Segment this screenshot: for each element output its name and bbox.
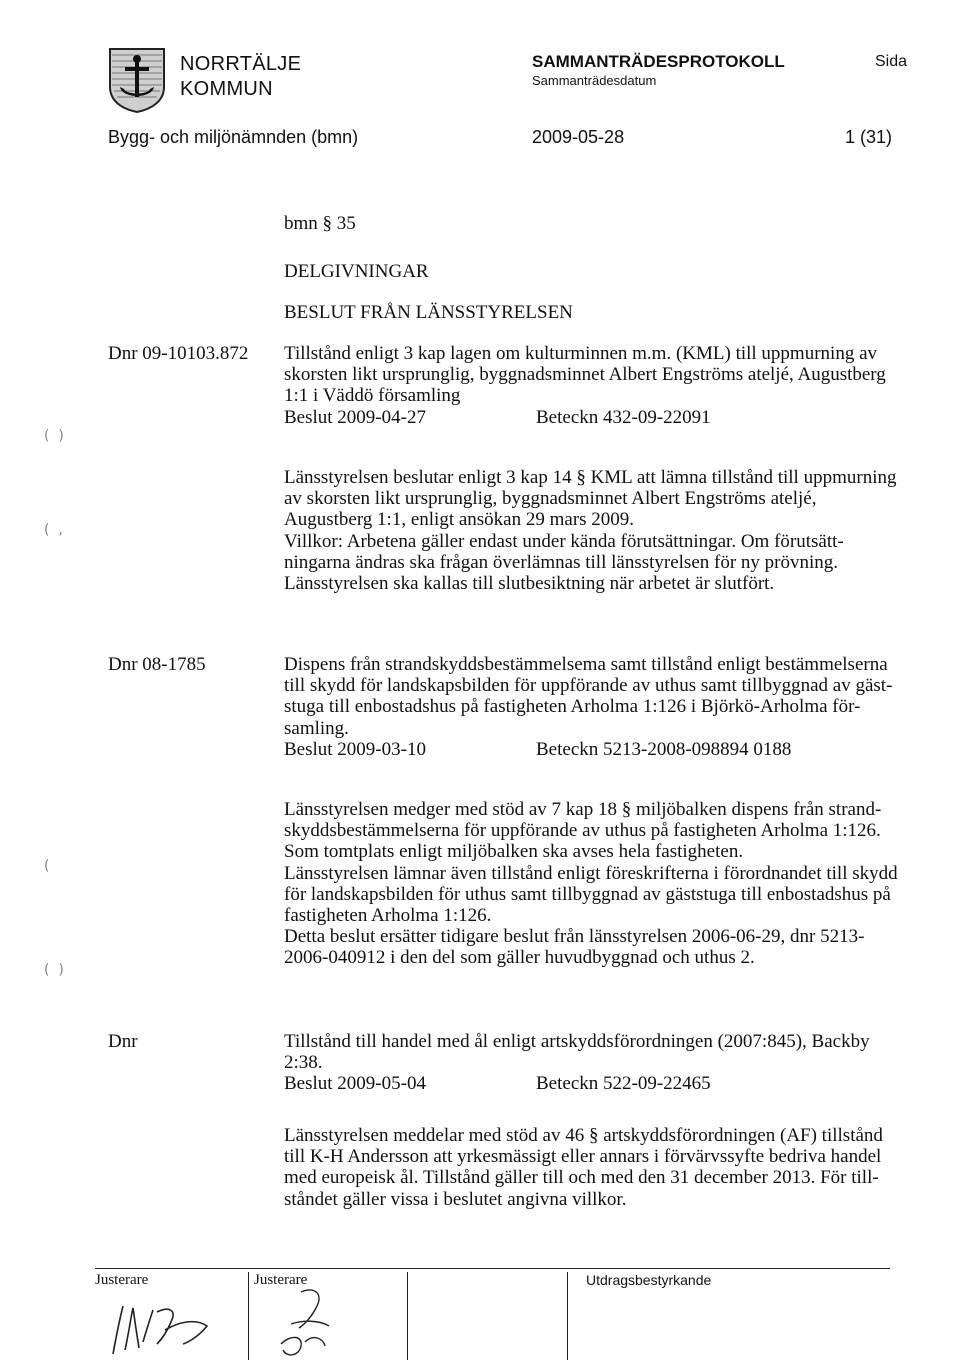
section-subtitle: BESLUT FRÅN LÄNSSTYRELSEN [284, 302, 573, 323]
item-title-line: Dispens från strandskyddsbestämmelsema samt tillstånd enligt bestämmelserna [284, 654, 888, 675]
item-body-line: av skorsten likt ursprunglig, byggnadsminnet Albert Engströms ateljé, [284, 488, 817, 510]
kommun-logo [108, 47, 166, 113]
margin-mark: ( [44, 858, 50, 874]
item-body-line: 2006-040912 i den del som gäller huvudbyggnad och uthus 2. [284, 947, 755, 969]
org-name-line2: KOMMUN [180, 78, 273, 100]
org-name [180, 52, 301, 102]
item-title-line: skorsten likt ursprunglig, byggnadsminnet Albert Engströms ateljé, Augustberg [284, 364, 886, 386]
item-title-line: Tillstånd enligt 3 kap lagen om kulturminnen m.m. (KML) till uppmurning av [284, 343, 877, 364]
item-body-line: Som tomtplats enligt miljöbalken ska avses hela fastigheten. [284, 841, 744, 863]
beslut-date: Beslut 2009-04-27 [284, 406, 426, 428]
item-body-line: ningarna ändras ska frågan överlämnas till länsstyrelsen för ny prövning. [284, 551, 839, 573]
item-heading [284, 1031, 924, 1095]
justerare-label-1: Justerare [95, 1272, 149, 1288]
footer-divider [95, 1268, 890, 1269]
item-title-line: 2:38. [284, 1052, 323, 1074]
committee-name: Bygg- och miljönämnden (bmn) [108, 127, 359, 147]
footer-separator [567, 1272, 568, 1360]
item-title-line: 1:1 i Väddö församling [284, 385, 461, 407]
signature-2 [261, 1284, 381, 1360]
item-body-line: Länsstyrelsen ska kallas till slutbesiktning när arbetet är slutfört. [284, 573, 775, 595]
margin-mark: ( , [44, 522, 63, 538]
org-name-line1: NORRTÄLJE [180, 53, 302, 75]
meeting-date: 2009-05-28 [532, 127, 625, 147]
footer-separator [407, 1272, 408, 1360]
beteckn: Beteckn 432-09-22091 [536, 406, 711, 428]
paragraph-number: bmn § 35 [284, 213, 356, 234]
sida-label: Sida [875, 53, 908, 70]
item-heading [284, 343, 924, 428]
page-number: 1 (31) [845, 127, 893, 147]
beteckn: Beteckn 5213-2008-098894 0188 [536, 738, 792, 760]
item-title-line: till skydd för landskapsbilden för uppförande av uthus samt tillbyggnad av gäst- [284, 675, 893, 697]
item-title-line: samling. [284, 717, 349, 739]
item-body-line: Länsstyrelsen lämnar även tillstånd enligt föreskrifterna i förordnandet till skydd [284, 862, 898, 884]
footer-separator [248, 1272, 249, 1360]
item-body-line: Länsstyrelsen meddelar med stöd av 46 § artskyddsförordningen (AF) tillstånd [284, 1125, 883, 1146]
beslut-date: Beslut 2009-05-04 [284, 1073, 426, 1095]
document-title: SAMMANTRÄDESPROTOKOLL [532, 52, 785, 71]
item-body-line: Augustberg 1:1, enligt ansökan 29 mars 2009. [284, 509, 635, 531]
item-dnr: Dnr [108, 1031, 138, 1052]
item-heading [284, 654, 924, 760]
signature-1 [99, 1292, 239, 1360]
signature-footer [95, 1262, 890, 1362]
item-title-line: stuga till enbostadshus på fastigheten Arholma 1:126 i Björkö-Arholma för- [284, 696, 861, 718]
item-body [284, 799, 924, 969]
margin-mark: ( ) [44, 428, 64, 444]
item-body-line: Länsstyrelsen medger med stöd av 7 kap 18 § miljöbalken dispens från strand- [284, 799, 882, 820]
item-body-line: till K-H Andersson att yrkesmässigt eller annars i förvärvssyfte bedriva handel [284, 1146, 882, 1168]
item-body-line: Länsstyrelsen beslutar enligt 3 kap 14 § KML att lämna tillstånd till uppmurning [284, 467, 897, 488]
margin-mark: ( ) [44, 962, 64, 978]
item-body-line: Villkor: Arbetena gäller endast under kända förutsättningar. Om förutsätt- [284, 530, 844, 552]
item-body-line: skyddsbestämmelserna för uppförande av uthus på fastigheten Arholma 1:126. [284, 820, 881, 842]
section-title: DELGIVNINGAR [284, 261, 429, 282]
justerare-label-2: Justerare [254, 1272, 308, 1288]
utdragsbestyrkande-label: Utdragsbestyrkande [586, 1272, 712, 1288]
item-body [284, 1125, 924, 1210]
item-dnr: Dnr 09-10103.872 [108, 343, 249, 364]
item-body-line: för landskapsbilden för uthus samt tillbyggnad av gäststuga till enbostadshus på [284, 883, 891, 905]
item-body-line: med europeisk ål. Tillstånd gäller till och med den 31 december 2013. För till- [284, 1167, 879, 1189]
item-title-line: Tillstånd till handel med ål enligt artskyddsförordningen (2007:845), Backby [284, 1031, 870, 1052]
item-body-line: ståndet gäller vissa i beslutet angivna villkor. [284, 1188, 627, 1210]
beteckn: Beteckn 522-09-22465 [536, 1073, 711, 1095]
item-dnr: Dnr 08-1785 [108, 654, 206, 675]
document-subtitle: Sammanträdesdatum [532, 73, 657, 88]
beslut-date: Beslut 2009-03-10 [284, 738, 426, 760]
item-body-line: fastigheten Arholma 1:126. [284, 905, 492, 927]
item-body-line: Detta beslut ersätter tidigare beslut från länsstyrelsen 2006-06-29, dnr 5213- [284, 926, 865, 948]
item-body [284, 467, 924, 594]
